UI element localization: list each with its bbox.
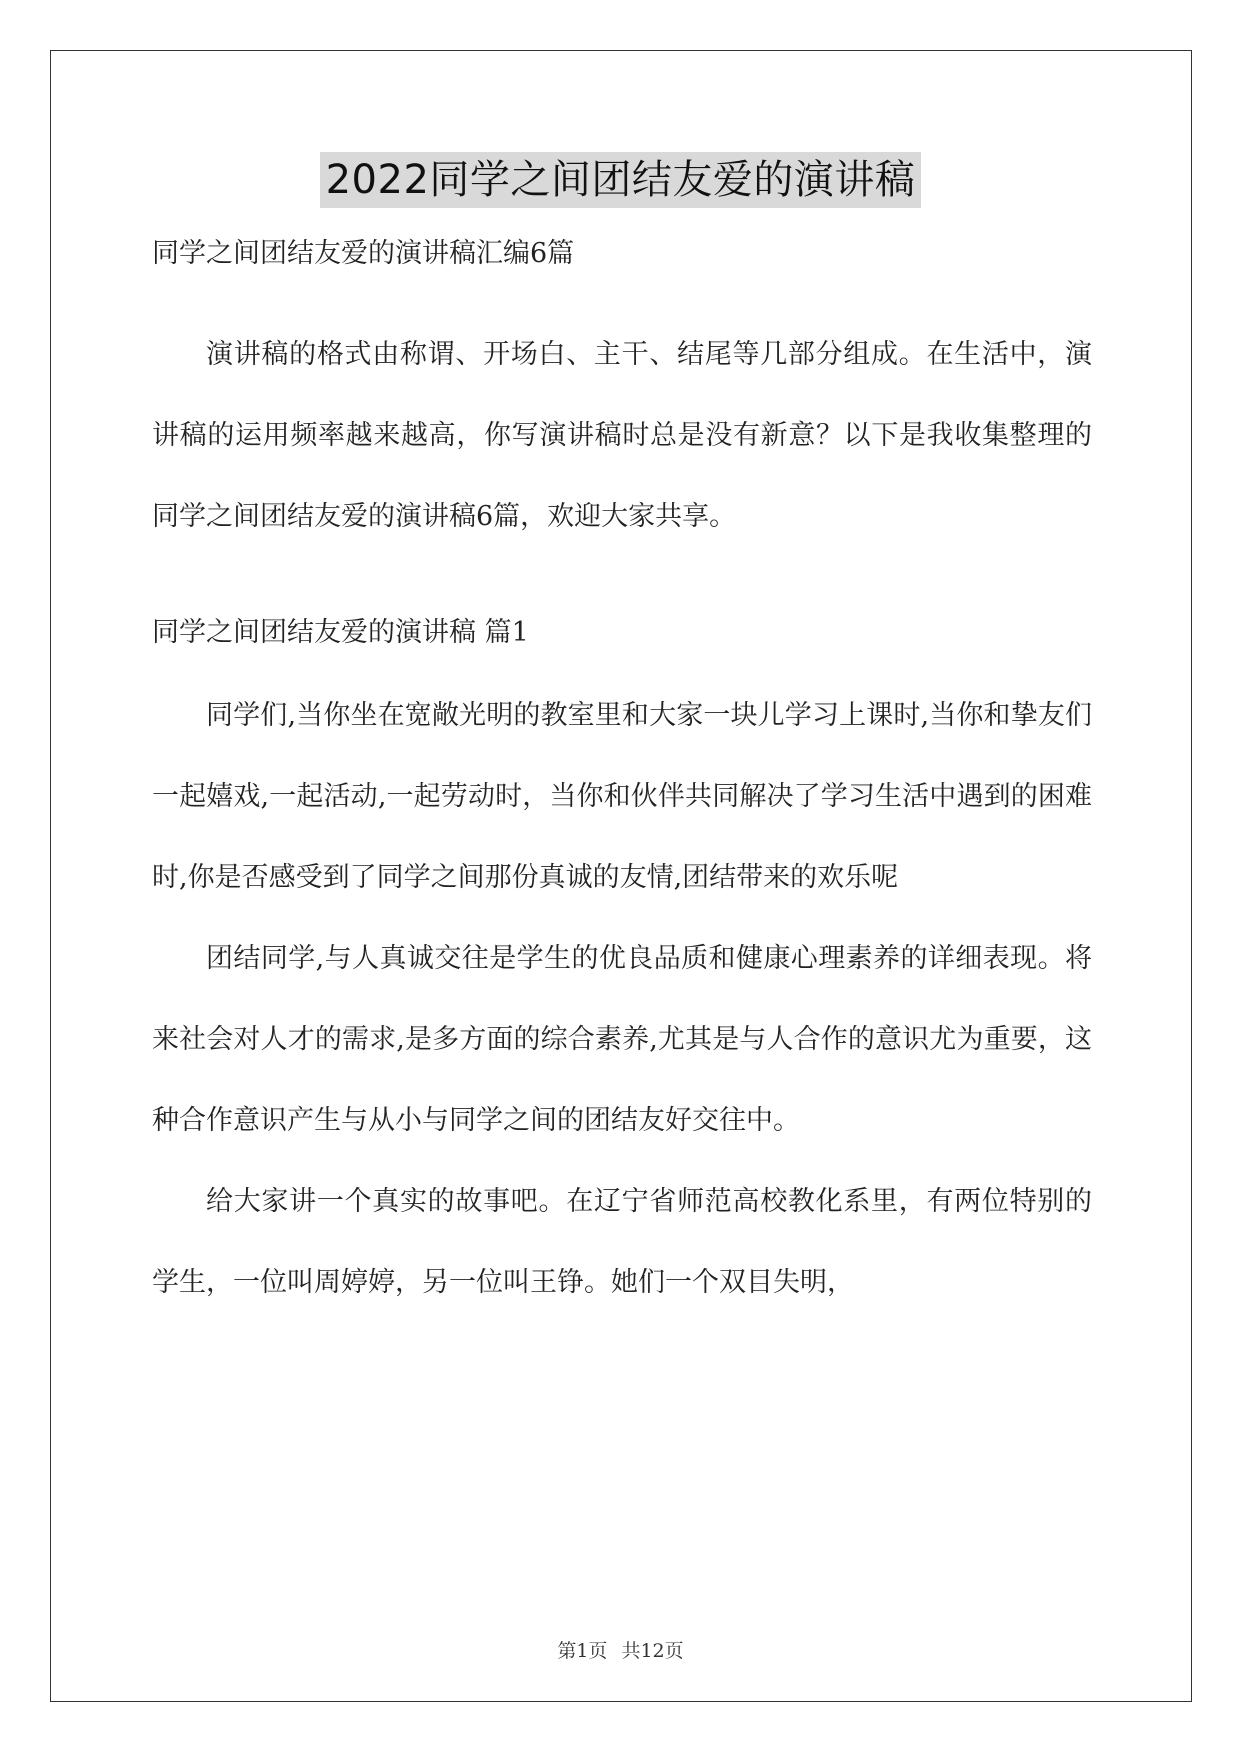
document-title: 2022同学之间团结友爱的演讲稿 xyxy=(320,152,922,208)
body-paragraph-1: 同学们,当你坐在宽敞光明的教室里和大家一块儿学习上课时,当你和挚友们一起嬉戏,一起活动,一起劳动时，当你和伙伴共同解决了学习生活中遇到的困难时,你是否感受到了同学之间那份真诚的友情,团结带来的欢乐呢 xyxy=(152,700,1092,893)
page-footer xyxy=(0,1636,1241,1663)
body-paragraph-3: 给大家讲一个真实的故事吧。在辽宁省师范高校教化系里，有两位特别的学生，一位叫周婷婷，另一位叫王铮。她们一个双目失明， xyxy=(152,1186,1092,1298)
page-total: 共12页 xyxy=(621,1640,684,1662)
page-number: 第1页 xyxy=(557,1640,608,1662)
intro-paragraph: 演讲稿的格式由称谓、开场白、主干、结尾等几部分组成。在生活中，演讲稿的运用频率越来越高，你写演讲稿时总是没有新意？以下是我收集整理的同学之间团结友爱的演讲稿6篇，欢迎大家共享。 xyxy=(152,339,1092,532)
document-subtitle: 同学之间团结友爱的演讲稿汇编6篇 xyxy=(152,238,575,269)
section-heading: 同学之间团结友爱的演讲稿 篇1 xyxy=(152,617,529,648)
document-body xyxy=(152,234,1092,1323)
title-wrap xyxy=(0,152,1241,208)
body-paragraph-2: 团结同学,与人真诚交往是学生的优良品质和健康心理素养的详细表现。将来社会对人才的需求,是多方面的综合素养,尤其是与人合作的意识尤为重要，这种合作意识产生与从小与同学之间的团结友好交往中。 xyxy=(152,943,1092,1136)
